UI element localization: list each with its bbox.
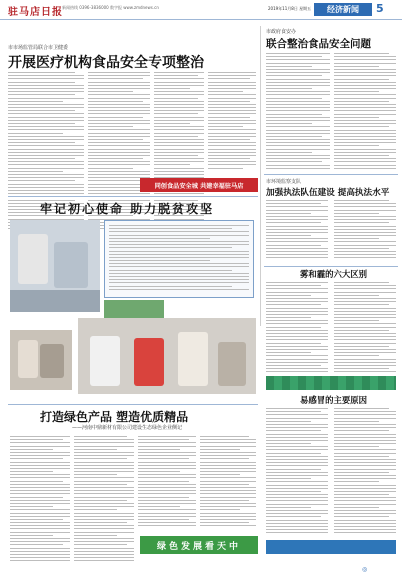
page-number: 5 (376, 2, 384, 15)
newspaper-logo: 驻马店日报 (8, 7, 63, 18)
divider-rule (264, 174, 398, 175)
divider-rule (264, 266, 398, 267)
advertisement-strip (266, 376, 396, 390)
divider-rule (8, 196, 258, 197)
watermark: ◎ (362, 566, 368, 573)
mistakes-col-2 (334, 408, 396, 536)
column-divider (260, 26, 261, 326)
food-safety-banner: 同创食品安全城 共建幸福驻马店 (140, 178, 258, 192)
poverty-photo-3 (78, 318, 256, 394)
article3-headline: 加强执法队伍建设 提高执法水平 (266, 188, 390, 198)
section-title: 经济新闻 (314, 3, 372, 16)
mistakes-headline: 易感冒的主要原因 (300, 395, 367, 405)
article3-kicker: 市环境监察支队 (266, 179, 302, 185)
fog-headline: 雾和霾的六大区别 (300, 269, 367, 279)
article1-headline: 开展医疗机构食品安全专项整治 (8, 55, 204, 71)
green-col-3 (138, 436, 196, 528)
fog-col-1 (266, 282, 328, 374)
green-col-4 (200, 436, 256, 528)
article3-col-2 (334, 200, 396, 262)
article2-col-1 (266, 53, 330, 171)
article3-col-1 (266, 200, 328, 262)
article2-col-2 (334, 53, 396, 171)
article1-kicker: 市市场监管局联合市卫健委 (8, 45, 69, 51)
divider-rule (8, 404, 258, 405)
green-col-1 (10, 436, 70, 564)
green-col-2 (74, 436, 134, 564)
masthead-tagline: 新闻热线 0396-3836000 数字报 www.zmdnews.cn (62, 5, 159, 10)
poverty-photo (10, 220, 100, 312)
mistakes-col-1 (266, 408, 328, 536)
poverty-photo-2 (10, 330, 72, 390)
issue-date: 2019年11月8日 星期五 (268, 6, 312, 11)
masthead (0, 0, 402, 20)
poverty-boxed-text (104, 220, 254, 298)
green-banner: 绿色发展看天中 (140, 536, 258, 554)
poverty-headline: 牢记初心使命 助力脱贫攻坚 (40, 202, 215, 216)
green-subhead: ——河南中鼎新材有限公司建设生态绿色企业侧记 (72, 425, 183, 431)
article1-col-4 (208, 72, 256, 172)
article2-kicker: 市政府食安办 (266, 29, 297, 35)
article2-headline: 联合整治食品安全问题 (266, 38, 371, 50)
fog-col-2 (334, 282, 396, 374)
green-headline: 打造绿色产品 塑造优质精品 (40, 410, 189, 424)
advertisement-strip (266, 540, 396, 554)
